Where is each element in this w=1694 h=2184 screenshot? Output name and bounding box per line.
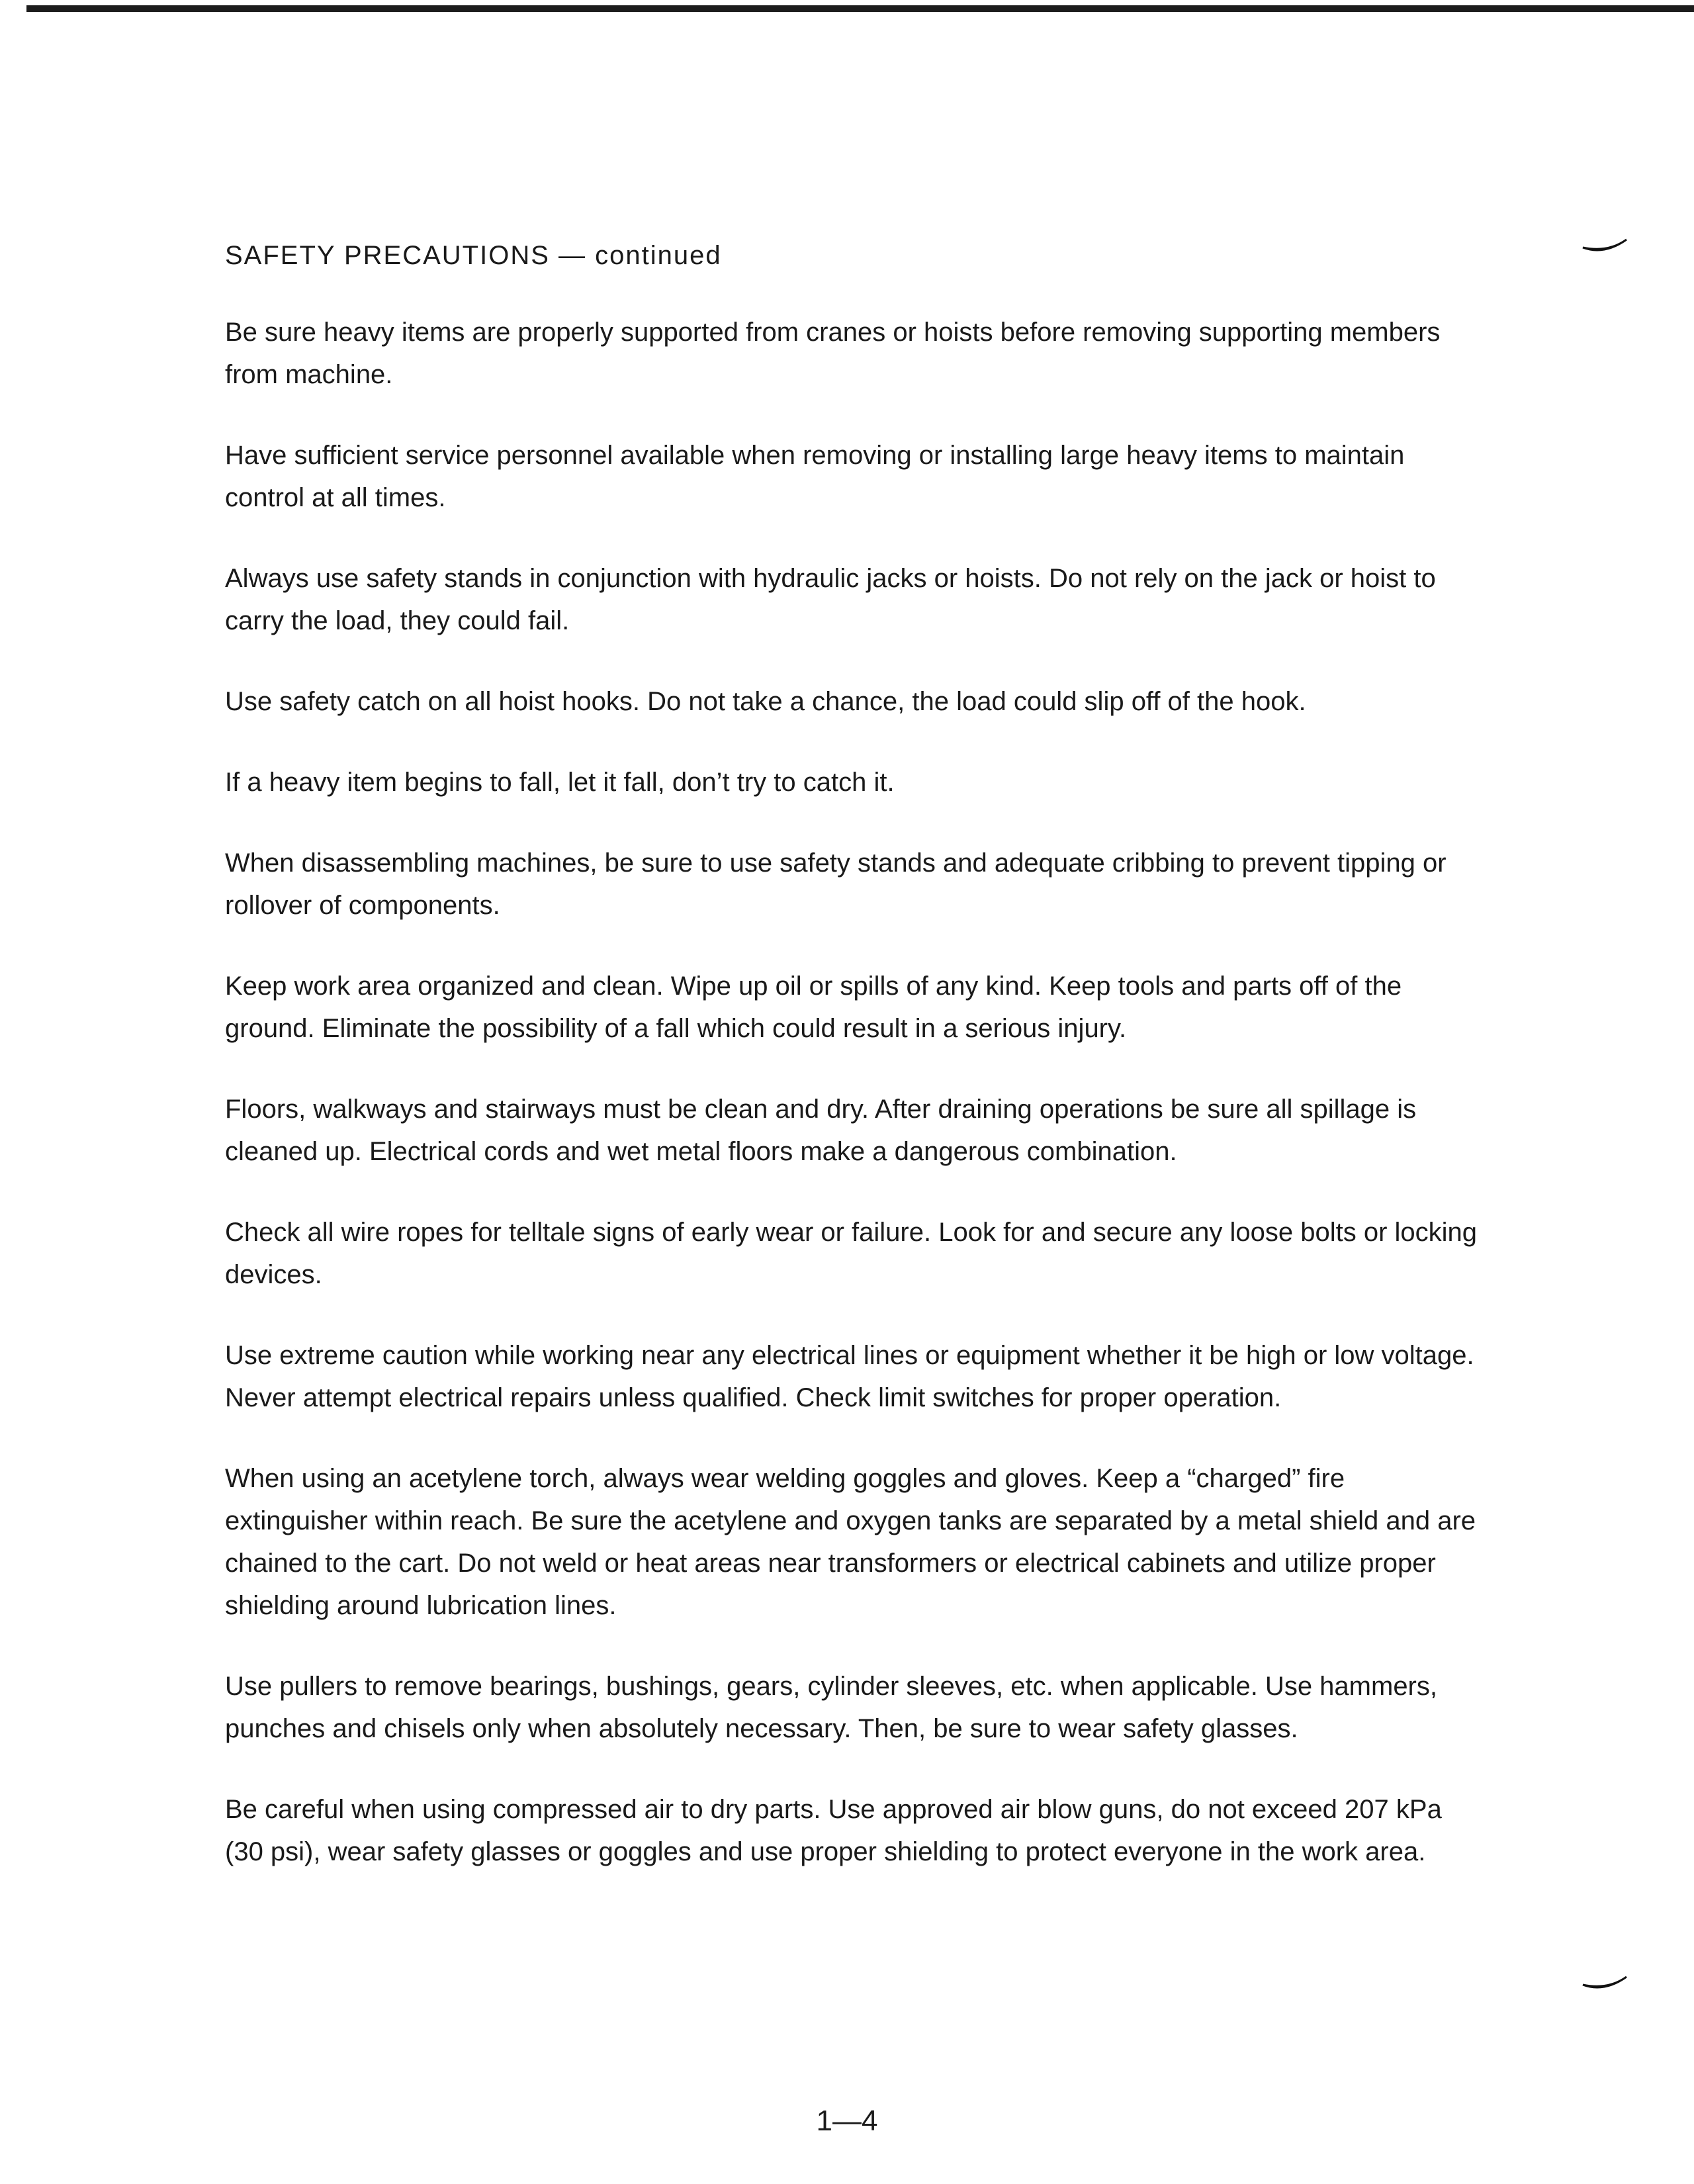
binding-tick-mark-icon xyxy=(1582,238,1628,255)
paragraph: Use safety catch on all hoist hooks. Do not take a chance, the load could slip off of the hook. xyxy=(225,687,1306,716)
paragraph: If a heavy item begins to fall, let it fall, don’t try to catch it. xyxy=(225,768,895,797)
top-rule xyxy=(26,5,1694,12)
paragraph: Be sure heavy items are properly supported from cranes or hoists before removing supporting members from machine. xyxy=(225,318,1441,389)
paragraph: Be careful when using compressed air to dry parts. Use approved air blow guns, do not exceed 207 kPa (30 psi), wear safety glasses or goggles and use proper shielding to protect everyone in the work area. xyxy=(225,1795,1442,1866)
page-content xyxy=(225,238,1482,1911)
paragraph: Use pullers to remove bearings, bushings, gears, cylinder sleeves, etc. when applicable. Use hammers, punches and chisels only when absolutely necessary. Then, be sure to wear safety glasses. xyxy=(225,1672,1437,1743)
paragraph: Keep work area organized and clean. Wipe up oil or spills of any kind. Keep tools and parts off of the ground. Eliminate the possibility of a fall which could result in a serious injury. xyxy=(225,972,1402,1043)
page-number: 1—4 xyxy=(816,2105,878,2137)
binding-tick-mark-icon xyxy=(1582,1976,1628,1993)
section-heading: SAFETY PRECAUTIONS — continued xyxy=(225,241,722,270)
paragraph: When disassembling machines, be sure to use safety stands and adequate cribbing to prevent tipping or rollover of components. xyxy=(225,848,1447,920)
paragraph: Check all wire ropes for telltale signs of early wear or failure. Look for and secure any loose bolts or locking devices. xyxy=(225,1218,1478,1289)
paragraph: Use extreme caution while working near any electrical lines or equipment whether it be high or low voltage. Never attempt electrical repairs unless qualified. Check limit switches for proper operation. xyxy=(225,1341,1474,1412)
paragraph: Always use safety stands in conjunction with hydraulic jacks or hoists. Do not rely on the jack or hoist to carry the load, they could fail. xyxy=(225,564,1436,635)
paragraph: Floors, walkways and stairways must be clean and dry. After draining operations be sure all spillage is cleaned up. Electrical cords and wet metal floors make a dangerous combination. xyxy=(225,1095,1417,1166)
paragraph: Have sufficient service personnel available when removing or installing large heavy items to maintain control at all times. xyxy=(225,441,1405,512)
paragraph: When using an acetylene torch, always wear welding goggles and gloves. Keep a “charged” fire extinguisher within reach. Be sure the acetylene and oxygen tanks are separated by a metal shield and are chained to the cart. Do not weld or heat areas near transformers or electrical cabinets and utilize proper shielding around lubrication lines. xyxy=(225,1464,1476,1620)
